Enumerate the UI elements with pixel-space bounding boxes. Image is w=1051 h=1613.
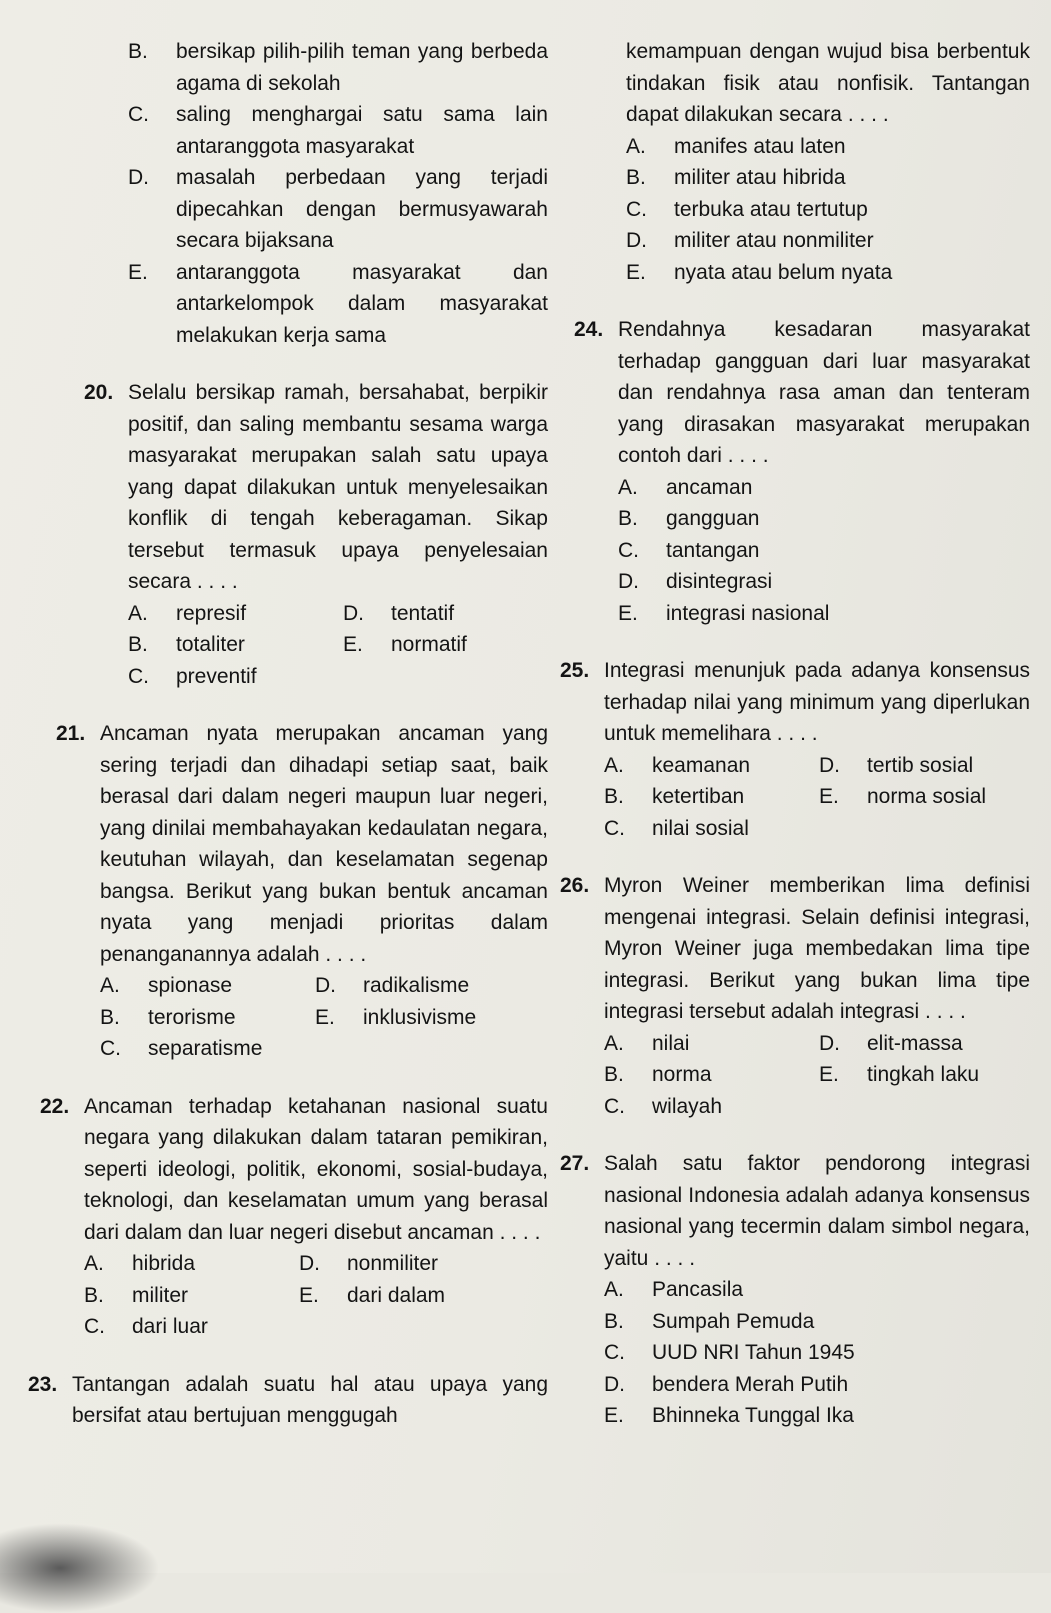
option-text: masalah perbedaan yang terjadi dipecahkan dengan bermusyawarah secara bijaksana xyxy=(176,166,548,252)
option-item xyxy=(604,813,819,845)
question-27 xyxy=(560,1148,1030,1432)
option-text: Pancasila xyxy=(652,1278,744,1301)
option-text: Sumpah Pemuda xyxy=(652,1309,815,1333)
option-item xyxy=(626,257,1030,289)
question-stem: Tantangan adalah suatu hal atau upaya yang bersifat atau bertujuan menggugah xyxy=(72,1372,548,1427)
option-letter: D. xyxy=(604,1372,625,1396)
option-item xyxy=(604,1274,1030,1306)
right-column xyxy=(560,36,1030,1432)
option-item xyxy=(128,162,548,257)
option-item xyxy=(100,1002,315,1034)
option-text: radikalisme xyxy=(363,974,470,997)
question-21 xyxy=(56,718,548,1065)
question-23-continuation xyxy=(626,36,1030,288)
option-text: integrasi nasional xyxy=(666,601,830,625)
option-letter: E. xyxy=(315,1005,335,1029)
option-item xyxy=(626,225,1030,257)
option-item xyxy=(618,472,1030,504)
option-text: tantangan xyxy=(666,538,760,562)
question-number: 21. xyxy=(56,722,86,745)
options-list xyxy=(604,1274,1030,1432)
option-letter: E. xyxy=(819,1063,839,1086)
carryover-options xyxy=(128,36,548,351)
option-letter: D. xyxy=(315,974,336,997)
option-text: militer atau nonmiliter xyxy=(674,229,874,252)
option-text: tentatif xyxy=(391,601,455,625)
option-item xyxy=(618,503,1030,535)
option-letter: D. xyxy=(128,166,149,189)
option-text: tertib sosial xyxy=(867,753,974,777)
option-letter: C. xyxy=(100,1037,121,1060)
option-text: Bhinneka Tunggal Ika xyxy=(652,1404,854,1427)
option-letter: C. xyxy=(128,103,149,126)
option-letter: D. xyxy=(299,1252,320,1275)
option-letter: E. xyxy=(604,1404,624,1427)
options-grid xyxy=(100,970,548,1065)
option-item xyxy=(84,1311,299,1343)
option-item xyxy=(84,1280,299,1312)
option-text: ancaman xyxy=(666,475,753,499)
option-item xyxy=(618,535,1030,567)
option-letter: C. xyxy=(84,1315,105,1338)
left-column xyxy=(28,36,548,1432)
option-item xyxy=(315,970,548,1002)
question-stem: Ancaman terhadap ketahanan nasional suatu negara yang dilakukan dalam tataran pemikiran, seperti ideologi, politik, ekonomi, sosial-budaya, teknologi, dan keselamatan umum yang berasal dari dalam dan luar negeri disebut ancaman . . . . xyxy=(84,1094,548,1244)
option-letter: B. xyxy=(626,166,646,189)
option-letter: B. xyxy=(100,1005,120,1029)
option-letter: C. xyxy=(604,1341,625,1364)
option-text: separatisme xyxy=(148,1037,263,1060)
option-item xyxy=(299,1248,548,1280)
option-item xyxy=(128,661,343,693)
question-20 xyxy=(84,377,548,692)
option-item xyxy=(819,1028,1030,1060)
option-item xyxy=(618,598,1030,630)
options-grid xyxy=(128,598,548,693)
option-text: gangguan xyxy=(666,507,760,530)
option-letter: A. xyxy=(100,974,120,997)
option-letter: E. xyxy=(128,260,148,284)
options-grid xyxy=(604,1028,1030,1123)
option-text: disintegrasi xyxy=(666,570,773,593)
option-item xyxy=(100,970,315,1002)
option-item xyxy=(128,99,548,162)
option-item xyxy=(315,1002,548,1034)
option-letter: D. xyxy=(819,1031,840,1055)
option-text: manifes atau laten xyxy=(674,134,846,158)
option-letter: A. xyxy=(604,753,624,777)
option-letter: E. xyxy=(618,601,638,625)
option-letter: E. xyxy=(626,260,646,284)
option-text: militer xyxy=(132,1283,188,1307)
question-24 xyxy=(574,314,1030,629)
question-number: 20. xyxy=(84,381,114,404)
option-letter: B. xyxy=(604,1309,624,1333)
option-text: normatif xyxy=(391,633,467,656)
question-22 xyxy=(40,1091,548,1343)
option-letter: A. xyxy=(84,1252,104,1275)
options-grid xyxy=(84,1248,548,1343)
option-text: antaranggota masyarakat dan antarkelompok dalam masyarakat melakukan kerja sama xyxy=(176,260,548,347)
option-text: terorisme xyxy=(148,1005,236,1029)
options-list xyxy=(626,131,1030,289)
option-text: nyata atau belum nyata xyxy=(674,260,893,284)
option-text: totaliter xyxy=(176,633,245,656)
option-letter: C. xyxy=(618,538,639,562)
option-letter: C. xyxy=(604,1094,625,1118)
option-text: UUD NRI Tahun 1945 xyxy=(652,1341,855,1364)
option-item xyxy=(100,1033,315,1065)
option-letter: E. xyxy=(299,1283,319,1307)
option-item xyxy=(819,1059,1030,1091)
option-text: bendera Merah Putih xyxy=(652,1372,849,1396)
option-text: nonmiliter xyxy=(347,1252,439,1275)
option-item xyxy=(604,1337,1030,1369)
question-number: 22. xyxy=(40,1094,70,1118)
option-item xyxy=(128,629,343,661)
option-letter: B. xyxy=(84,1283,104,1307)
option-text: wilayah xyxy=(652,1094,723,1118)
option-letter: C. xyxy=(604,816,625,840)
question-stem: Integrasi menunjuk pada adanya konsensus terhadap nilai yang minimum yang diperlukan untuk memelihara . . . . xyxy=(604,659,1030,745)
option-item xyxy=(604,750,819,782)
option-text: keamanan xyxy=(652,753,751,777)
option-text: preventif xyxy=(176,664,257,688)
option-letter: D. xyxy=(626,229,647,252)
question-number: 24. xyxy=(574,318,604,341)
option-letter: A. xyxy=(618,475,638,499)
option-letter: D. xyxy=(618,570,639,593)
option-letter: B. xyxy=(604,1063,624,1086)
option-letter: C. xyxy=(128,664,149,688)
option-text: dari luar xyxy=(132,1315,208,1338)
option-item xyxy=(604,781,819,813)
option-item xyxy=(604,1400,1030,1432)
option-letter: D. xyxy=(819,753,840,777)
option-letter: B. xyxy=(128,40,148,63)
option-letter: A. xyxy=(128,601,148,625)
question-stem: Selalu bersikap ramah, bersahabat, berpikir positif, dan saling membantu sesama warga masyarakat merupakan salah satu upaya yang dapat dilakukan untuk menyelesaikan konflik di tengah keberagaman. Sikap tersebut termasuk upaya penyelesaian secara . . . . xyxy=(128,381,548,593)
option-text: norma sosial xyxy=(867,785,987,808)
option-item xyxy=(604,1091,819,1123)
option-item xyxy=(604,1059,819,1091)
option-item xyxy=(618,566,1030,598)
option-letter: D. xyxy=(343,601,364,625)
option-letter: A. xyxy=(626,134,646,158)
option-item xyxy=(343,629,548,661)
option-text: ketertiban xyxy=(652,785,745,808)
question-stem: Myron Weiner memberikan lima definisi mengenai integrasi. Selain definisi integrasi, Myron Weiner juga membedakan lima tipe integrasi. Berikut yang bukan lima tipe integrasi tersebut adalah integrasi . . . . xyxy=(604,874,1030,1023)
option-text: represif xyxy=(176,601,247,625)
option-item xyxy=(299,1280,548,1312)
option-item xyxy=(604,1306,1030,1338)
options-list xyxy=(618,472,1030,630)
question-26 xyxy=(560,870,1030,1122)
option-text: terbuka atau tertutup xyxy=(674,197,868,221)
option-text: elit-massa xyxy=(867,1031,963,1055)
question-number: 23. xyxy=(28,1372,58,1396)
question-23 xyxy=(28,1369,548,1432)
option-text: bersikap pilih-pilih teman yang berbeda agama di sekolah xyxy=(176,40,548,95)
option-text: nilai xyxy=(652,1031,690,1055)
option-item xyxy=(128,36,548,99)
option-letter: C. xyxy=(626,197,647,221)
option-text: dari dalam xyxy=(347,1283,446,1307)
question-stem-continued: kemampuan dengan wujud bisa berbentuk tindakan fisik atau nonfisik. Tantangan dapat dilakukan secara . . . . xyxy=(626,40,1030,126)
option-text: spionase xyxy=(148,974,233,997)
option-item xyxy=(626,162,1030,194)
question-25 xyxy=(560,655,1030,844)
option-item xyxy=(819,781,1030,813)
option-letter: B. xyxy=(604,785,624,808)
option-item xyxy=(128,598,343,630)
option-item xyxy=(343,598,548,630)
option-text: nilai sosial xyxy=(652,816,749,840)
option-item xyxy=(626,131,1030,163)
question-stem: Rendahnya kesadaran masyarakat terhadap gangguan dari luar masyarakat dan rendahnya rasa aman dan tenteram yang dirasakan masyarakat merupakan contoh dari . . . . xyxy=(618,318,1030,467)
option-letter: E. xyxy=(343,633,363,656)
question-stem: Salah satu faktor pendorong integrasi nasional Indonesia adalah adanya konsensus nasional yang tecermin dalam simbol negara, yaitu . . . . xyxy=(604,1152,1030,1270)
option-letter: A. xyxy=(604,1031,624,1055)
question-number: 27. xyxy=(560,1152,590,1175)
option-item xyxy=(84,1248,299,1280)
option-text: militer atau hibrida xyxy=(674,166,846,189)
option-item xyxy=(819,750,1030,782)
option-item xyxy=(604,1028,819,1060)
option-item xyxy=(626,194,1030,226)
corner-shadow xyxy=(0,1523,160,1613)
question-number: 25. xyxy=(560,659,590,682)
option-text: saling menghargai satu sama lain antaranggota masyarakat xyxy=(176,103,548,158)
option-letter: A. xyxy=(604,1278,624,1301)
question-stem: Ancaman nyata merupakan ancaman yang sering terjadi dan dihadapi setiap saat, baik berasal dari dalam negeri maupun luar negeri, yang dinilai membahayakan kedaulatan negara, keutuhan wilayah, dan keselamatan segenap bangsa. Berikut yang bukan bentuk ancaman nyata yang menjadi prioritas dalam penanganannya adalah . . . . xyxy=(100,722,548,966)
option-letter: B. xyxy=(128,633,148,656)
option-item xyxy=(128,257,548,352)
question-number: 26. xyxy=(560,874,590,897)
option-letter: B. xyxy=(618,507,638,530)
options-grid xyxy=(604,750,1030,845)
option-text: norma xyxy=(652,1063,712,1086)
option-text: hibrida xyxy=(132,1252,196,1275)
option-text: tingkah laku xyxy=(867,1063,980,1086)
option-letter: E. xyxy=(819,785,839,808)
option-item xyxy=(604,1369,1030,1401)
option-text: inklusivisme xyxy=(363,1005,477,1029)
